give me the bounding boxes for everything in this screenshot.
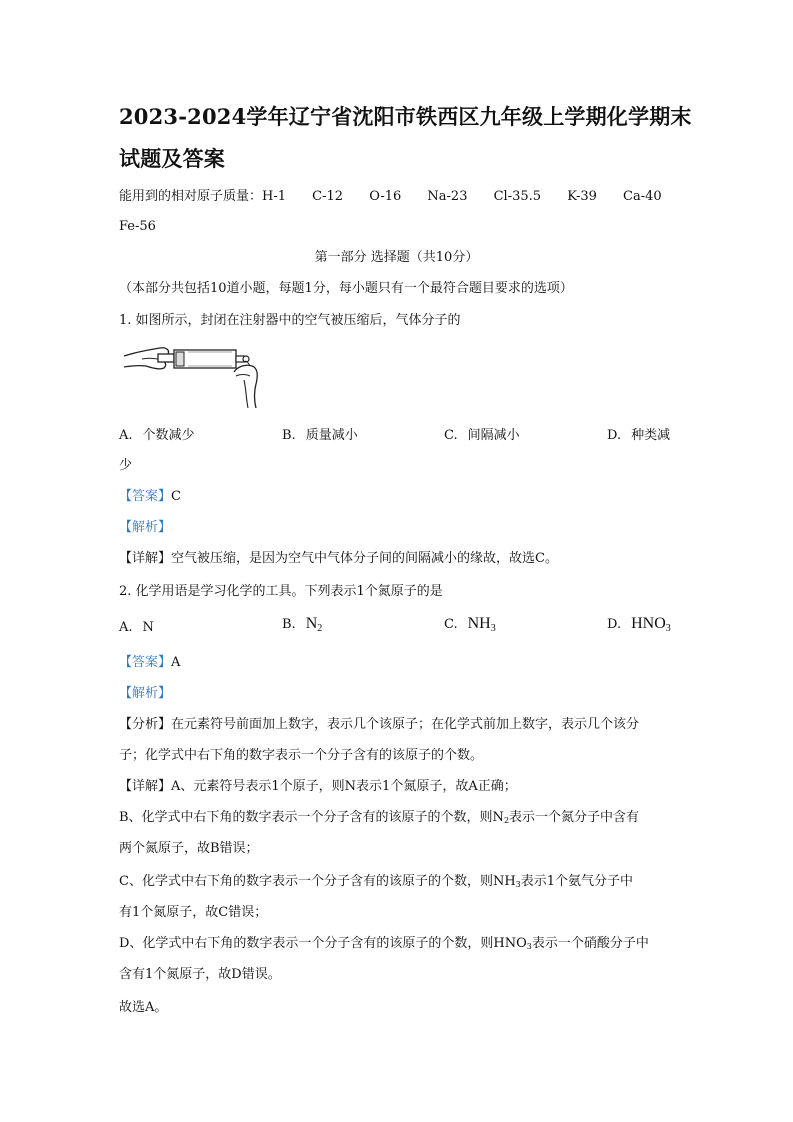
q1-option-d-wrap: 少: [119, 458, 133, 473]
q2-detail-b-post: 表示一个氮分子中含有: [509, 810, 640, 825]
q2-option-a: [119, 620, 154, 636]
q1-analysis-line: [119, 520, 171, 536]
q2-option-a-letter: A.: [119, 620, 133, 635]
q2-detail-d-post: 表示一个硝酸分子中: [531, 936, 649, 951]
q1-analysis-tag: 【解析】: [119, 520, 172, 535]
q2-detail-c: [119, 874, 633, 893]
q2-analysis-text-2: 子；化学式中右下角的数字表示一个分子含有的该原子的个数。: [119, 748, 484, 763]
atomic-mass-k: K-39: [567, 189, 597, 204]
q2-detail-d-subscript: 3: [526, 942, 532, 951]
q1-option-a-text: 个数减少: [142, 428, 195, 443]
q2-detail-b-pre: B、化学式中右下角的数字表示一个分子含有的该原子的个数，则N: [119, 810, 504, 825]
section-note: （本部分共包括10道小题，每题1分，每小题只有一个最符合题目要求的选项）: [119, 281, 573, 296]
document-title-line2: 试题及答案: [119, 146, 225, 171]
q2-detail-d: [119, 936, 649, 955]
question-1-stem: 1. 如图所示，封闭在注射器中的空气被压缩后，气体分子的: [119, 313, 461, 328]
question-2-stem: 2. 化学用语是学习化学的工具。下列表示1个氮原子的是: [119, 584, 443, 599]
q2-detail-b-subscript: 2: [503, 816, 510, 825]
q2-option-d-subscript: 3: [665, 623, 671, 634]
q2-detail-a: [119, 779, 517, 795]
q1-answer-value: C: [171, 489, 181, 504]
q2-option-c-subscript: 3: [490, 623, 496, 634]
q2-detail-d-pre: D、化学式中右下角的数字表示一个分子含有的该原子的个数，则HNO: [119, 936, 527, 951]
q2-detail-b: [119, 810, 639, 829]
q2-detail-a-text: A、元素符号表示1个原子，则N表示1个氮原子，故A正确；: [171, 779, 517, 794]
q2-detail-c-post: 表示1个氨气分子中: [520, 874, 634, 889]
q1-option-c-text: 间隔减小: [467, 428, 520, 443]
q2-option-c-letter: C.: [444, 617, 458, 632]
q1-option-b-letter: B.: [282, 428, 296, 443]
atomic-mass-ca: Ca-40: [623, 189, 662, 204]
q2-option-b-letter: B.: [282, 617, 296, 632]
atomic-mass-c: C-12: [312, 189, 344, 204]
q1-option-d-text: 种类减: [631, 428, 671, 443]
q2-option-b: [282, 616, 322, 637]
q2-option-d: [607, 616, 671, 637]
q2-analysis-text-1: [119, 717, 639, 733]
q1-option-a-letter: A.: [119, 428, 133, 443]
q2-option-d-formula: HNO: [631, 615, 666, 632]
q1-option-a: [119, 428, 195, 444]
q2-answer-line: [119, 655, 180, 671]
q1-option-d-letter: D.: [607, 428, 622, 443]
q2-detail-c-line2: 有1个氮原子，故C错误；: [119, 905, 268, 920]
q2-answer-tag: 【答案】: [119, 655, 172, 670]
q2-conclusion: 故选A。: [119, 1000, 168, 1015]
q2-analysis-subtag: 【分析】: [119, 717, 172, 732]
q2-analysis-l1: 在元素符号前面加上数字，表示几个该原子；在化学式前加上数字，表示几个该分: [171, 717, 640, 732]
q2-option-b-subscript: 2: [317, 623, 323, 634]
q1-option-b: [282, 428, 358, 444]
q2-detail-tag: 【详解】: [119, 779, 172, 794]
syringe-illustration: [122, 336, 262, 410]
q2-option-c: [444, 616, 496, 637]
atomic-mass-line: [119, 189, 662, 205]
q2-detail-c-subscript: 3: [515, 880, 521, 889]
q1-detail-text: 空气被压缩，是因为空气中气体分子间的间隔减小的缘故，故选C。: [171, 551, 558, 566]
q2-option-d-letter: D.: [607, 617, 622, 632]
q2-analysis-line: [119, 686, 171, 702]
q2-detail-b-line2: 两个氮原子，故B错误；: [119, 841, 259, 856]
atomic-mass-cont: Fe-56: [119, 219, 156, 234]
q2-option-c-formula: NH: [467, 615, 491, 632]
q2-answer-value: A: [171, 655, 181, 670]
q1-option-c-letter: C.: [444, 428, 458, 443]
q2-analysis-tag: 【解析】: [119, 686, 172, 701]
q2-option-b-formula: N: [305, 615, 318, 632]
q1-option-d: [607, 428, 670, 444]
q2-detail-c-pre: C、化学式中右下角的数字表示一个分子含有的该原子的个数，则NH: [119, 874, 516, 889]
q1-option-b-text: 质量减小: [305, 428, 358, 443]
document-title-line1: 2023-2024学年辽宁省沈阳市铁西区九年级上学期化学期末: [119, 104, 692, 129]
q1-detail-line: [119, 551, 558, 567]
q1-answer-tag: 【答案】: [119, 489, 172, 504]
atomic-mass-na: Na-23: [427, 189, 468, 204]
q1-detail-tag: 【详解】: [119, 551, 172, 566]
q2-option-a-formula: N: [142, 620, 154, 635]
atomic-mass-o: O-16: [369, 189, 402, 204]
q1-answer-line: [119, 489, 181, 505]
q2-detail-d-line2: 含有1个氮原子，故D错误。: [119, 967, 281, 982]
atomic-mass-cl: Cl-35.5: [493, 189, 542, 204]
q1-option-c: [444, 428, 520, 444]
section-heading: 第一部分 选择题（共10分）: [314, 250, 479, 265]
atomic-mass-label: 能用到的相对原子质量：H-1: [119, 189, 287, 204]
